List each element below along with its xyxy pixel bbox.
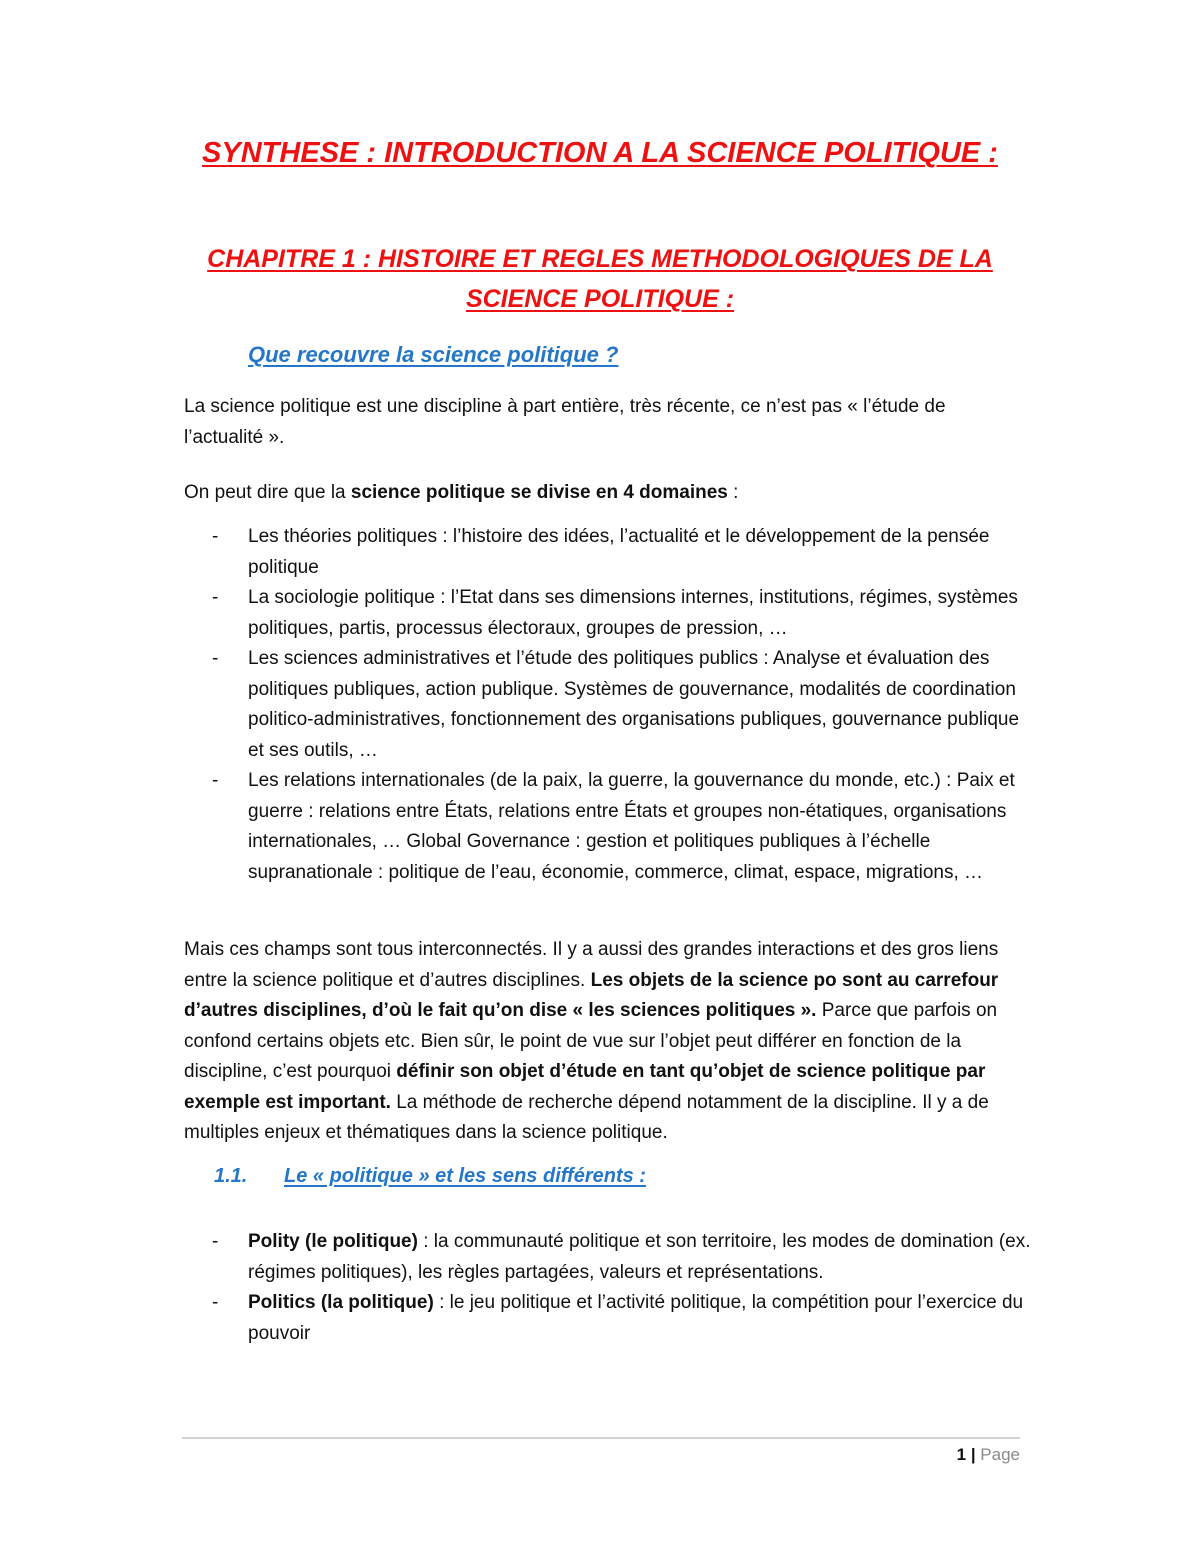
text-span: : [727, 482, 739, 503]
footer-separator: | [966, 1445, 981, 1464]
bullet-dash: - [212, 648, 219, 669]
list-item [212, 583, 1032, 644]
page-label: Page [980, 1445, 1020, 1464]
text-span: Parce que parfois on confond certains objets etc. Bien sûr, le point de vue sur l’objet peut différer en fonction de la discipline, c’est pourquoi [184, 1000, 998, 1082]
bold-span: Les objets de la science po sont au carrefour d’autres disciplines, d’où le fait qu’on dise « les sciences politiques ». [184, 969, 999, 1021]
list-item [212, 522, 1032, 583]
domains-list [212, 522, 1032, 888]
section-number: 1.1. [214, 1165, 248, 1187]
chapter-title-line-2: SCIENCE POLITIQUE : [465, 285, 735, 313]
bold-span: science politique se divise en 4 domaines [350, 482, 728, 503]
bullet-dash: - [212, 1292, 219, 1313]
chapter-title-line-1: CHAPITRE 1 : HISTOIRE ET REGLES METHODOLOGIQUES DE LA [207, 245, 993, 273]
paragraph-intro: La science politique est une discipline à part entière, très récente, ce n’est pas « l’étude de l’actualité ». [184, 396, 946, 448]
bullet-dash: - [212, 770, 219, 791]
term: Polity (le politique) [248, 1231, 418, 1252]
list-item-text: Les relations internationales (de la paix, la guerre, la gouvernance du monde, etc.) : Paix et guerre : relations entre États, relations entre États et groupes non-étatiques, organisations internationales, … Global Governance : gestion et politiques publiques à l’échelle supranationale : politique de l’eau, économie, commerce, climat, espace, migrations, … [248, 770, 1015, 883]
list-item-text: Les théories politiques : l’histoire des idées, l’actualité et le développement de la pensée politique [248, 526, 990, 578]
list-item-text: Les sciences administratives et l’étude des politiques publics : Analyse et évaluation des politiques publiques, action publique. Systèmes de gouvernance, modalités de coordination politico-administratives, fonctionnement des organisations publiques, gouvernance publique et ses outils, … [248, 648, 1020, 761]
subheading: Que recouvre la science politique ? [248, 342, 619, 367]
bullet-dash: - [212, 526, 219, 547]
list-item [212, 1227, 1032, 1288]
text-span: Mais ces champs sont tous interconnectés. Il y a aussi des grandes interactions et des gros liens entre la science politique et d’autres disciplines. [184, 939, 999, 991]
bullet-dash: - [212, 587, 219, 608]
list-item [212, 766, 1032, 888]
list-item [212, 644, 1032, 766]
definition: : le jeu politique et l’activité politique, la compétition pour l’exercice du pouvoir [248, 1292, 1024, 1344]
term: Politics (la politique) [248, 1292, 434, 1313]
document-title: SYNTHESE : INTRODUCTION A LA SCIENCE POLITIQUE : [202, 137, 998, 169]
footer-divider [182, 1437, 1020, 1439]
page-number: 1 [956, 1445, 967, 1464]
section-title: Le « politique » et les sens différents : [284, 1165, 646, 1187]
text-span: On peut dire que la [184, 482, 351, 503]
list-item-text: La sociologie politique : l’Etat dans ses dimensions internes, institutions, régimes, systèmes politiques, partis, processus électoraux, groupes de pression, … [248, 587, 1018, 639]
page-footer [957, 1445, 1020, 1465]
bold-span: définir son objet d’étude en tant qu’objet de science politique par exemple est important. [184, 1061, 986, 1113]
paragraph-domains-intro [184, 478, 1024, 509]
text-span: La méthode de recherche dépend notamment de la discipline. Il y a de multiples enjeux et thématiques dans la science politique. [184, 1091, 989, 1143]
definition: : la communauté politique et son territoire, les modes de domination (ex. régimes politiques), les règles partagées, valeurs et représentations. [248, 1231, 1031, 1283]
senses-list [212, 1227, 1032, 1349]
paragraph-interconnections [184, 935, 1024, 1149]
list-item [212, 1288, 1032, 1349]
bullet-dash: - [212, 1231, 219, 1252]
section-heading [214, 1165, 646, 1188]
